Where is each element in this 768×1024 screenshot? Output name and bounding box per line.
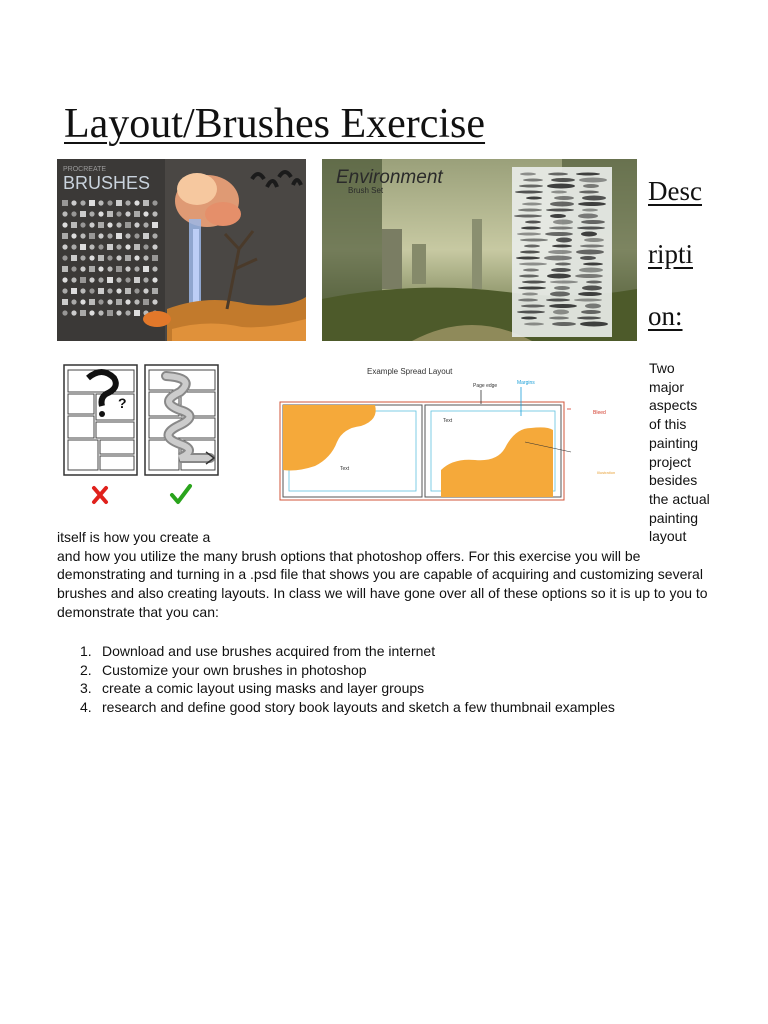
- list-item: [80, 661, 615, 680]
- side-text-line: painting: [649, 509, 699, 526]
- text-label-left: Text: [340, 466, 350, 472]
- small-question-mark: ?: [118, 395, 127, 411]
- margins-label: Margins: [517, 380, 535, 386]
- text-label-right: Text: [443, 418, 453, 424]
- side-text-line: aspects: [649, 397, 698, 414]
- paragraph-line: demonstrate that you can:: [57, 603, 219, 620]
- brushes-sub-label: PROCREATE: [63, 166, 107, 173]
- list-item: [80, 679, 615, 698]
- side-text-line: layout: [649, 528, 687, 545]
- paragraph-line: brushes and also creating layouts. In class we will have gone over all of these options so it is up to you to: [57, 585, 708, 602]
- description-heading-line-2: ripti: [648, 239, 693, 269]
- environment-brush-image: [322, 159, 637, 341]
- list-item-number: 3.: [80, 680, 92, 697]
- side-text-line: Two: [649, 360, 675, 376]
- description-heading-line-1: Desc: [648, 176, 702, 206]
- list-item-number: 2.: [80, 661, 92, 678]
- description-heading-line-3: on:: [648, 301, 683, 331]
- brushes-label: BRUSHES: [63, 173, 151, 193]
- spread-title: Example Spread Layout: [367, 367, 453, 376]
- requirements-list: [80, 642, 615, 717]
- list-item-number: 1.: [80, 643, 92, 659]
- list-item-text: Download and use brushes acquired from the internet: [102, 643, 436, 659]
- side-text-line: project: [649, 453, 692, 470]
- list-item: [80, 698, 615, 717]
- list-item-text: Customize your own brushes in photoshop: [102, 661, 367, 678]
- side-text-line: the actual: [649, 490, 710, 507]
- side-text-line: besides: [649, 472, 698, 489]
- illustration-label: Illustration: [597, 470, 616, 475]
- comic-layout-image: [62, 362, 220, 512]
- spread-layout-diagram: [275, 362, 616, 502]
- environment-sub-label: Brush Set: [348, 186, 384, 195]
- list-item-text: research and define good story book layouts and sketch a few thumbnail examples: [102, 699, 615, 716]
- bleed-label: Bleed: [593, 410, 606, 416]
- environment-label: Environment: [336, 167, 443, 188]
- side-text-line: major: [649, 378, 685, 395]
- brushes-preview-image: [57, 159, 306, 341]
- paragraph-line: and how you utilize the many brush options that photoshop offers. For this exercise you will be: [57, 547, 641, 564]
- list-item-number: 4.: [80, 699, 92, 716]
- page-title: Layout/Brushes Exercise: [64, 101, 486, 147]
- paragraph-line: demonstrating and turning in a .psd file that shows you are capable of acquiring and customizing several: [57, 566, 703, 583]
- side-text-line: of this: [649, 416, 687, 433]
- list-item-text: create a comic layout using masks and layer groups: [102, 680, 425, 697]
- list-item: [80, 642, 615, 661]
- page-edge-label: Page edge: [473, 383, 498, 389]
- side-text-line: painting: [649, 434, 699, 451]
- paragraph-line: itself is how you create a: [57, 529, 211, 545]
